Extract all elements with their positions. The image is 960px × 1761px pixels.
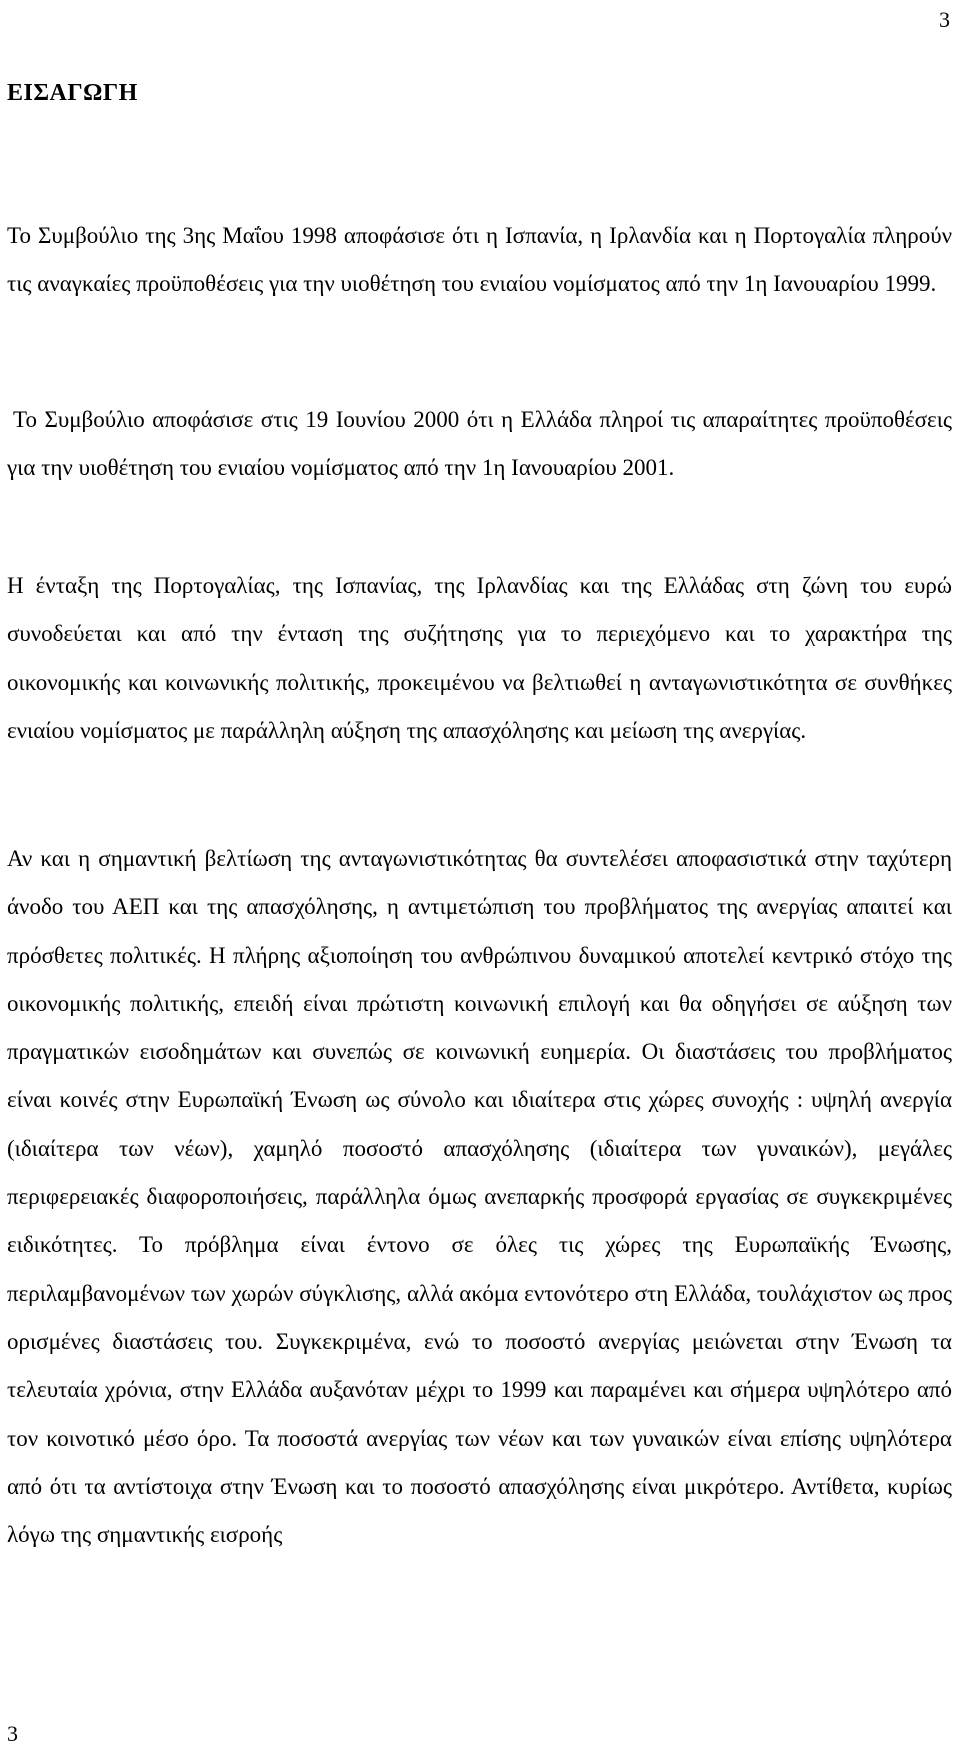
paragraph-1: Το Συμβούλιο της 3ης Μαΐου 1998 αποφάσισε ότι η Ισπανία, η Ιρλανδία και η Πορτογαλία πληρούν τις αναγκαίες προϋποθέσεις για την υιοθέτηση του ενιαίου νομίσματος από την 1η Ιανουαρίου 1999. <box>7 223 952 297</box>
page-number-top: 3 <box>939 7 950 32</box>
section-heading: ΕΙΣΑΓΩΓΗ <box>7 80 138 106</box>
paragraph-2: Το Συμβούλιο αποφάσισε στις 19 Ιουνίου 2000 ότι η Ελλάδα πληροί τις απαραίτητες προϋποθέσεις για την υιοθέτηση του ενιαίου νομίσματος από την 1η Ιανουαρίου 2001. <box>7 407 952 481</box>
paragraph-4: Αν και η σημαντική βελτίωση της ανταγωνιστικότητας θα συντελέσει αποφασιστικά στην ταχύτερη άνοδο του ΑΕΠ και της απασχόλησης, η αντιμετώπιση του προβλήματος της ανεργίας απαιτεί και πρόσθετες πολιτικές. Η πλήρης αξιοποίηση του ανθρώπινου δυναμικού αποτελεί κεντρικό στόχο της οικονομικής πολιτικής, επειδή είναι πρώτιστη κοινωνική επιλογή και θα οδηγήσει σε αύξηση των πραγματικών εισοδημάτων και συνεπώς σε κοινωνική ευημερία. Οι διαστάσεις του προβλήματος είναι κοινές στην Ευρωπαϊκή Ένωση ως σύνολο και ιδιαίτερα στις χώρες συνοχής : υψηλή ανεργία (ιδιαίτερα των νέων), χαμηλό ποσοστό απασχόλησης (ιδιαίτερα των γυναικών), μεγάλες περιφερειακές διαφοροποιήσεις, παράλληλα όμως ανεπαρκής προσφορά εργασίας σε συγκεκριμένες ειδικότητες. Το πρόβλημα είναι έντονο σε όλες τις χώρες της Ευρωπαϊκής Ένωσης, περιλαμβανομένων των χωρών σύγκλισης, αλλά ακόμα εντονότερο στη Ελλάδα, τουλάχιστον ως προς ορισμένες διαστάσεις του. Συγκεκριμένα, ενώ το ποσοστό ανεργίας μειώνεται στην Ένωση τα τελευταία χρόνια, στην Ελλάδα αυξανόταν μέχρι το 1999 και παραμένει και σήμερα υψηλότερο από τον κοινοτικό μέσο όρο. Τα ποσοστά ανεργίας των νέων και των γυναικών είναι επίσης υψηλότερα από ότι τα αντίστοιχα στην Ένωση και το ποσοστό απασχόλησης είναι μικρότερο. Αντίθετα, κυρίως λόγω της σημαντικής εισροής <box>7 846 952 1548</box>
paragraph-3: Η ένταξη της Πορτογαλίας, της Ισπανίας, της Ιρλανδίας και της Ελλάδας στη ζώνη του ευρώ συνοδεύεται και από την ένταση της συζήτησης για το περιεχόμενο και το χαρακτήρα της οικονομικής και κοινωνικής πολιτικής, προκειμένου να βελτιωθεί η ανταγωνιστικότητα σε συνθήκες ενιαίου νομίσματος με παράλληλη αύξηση της απασχόλησης και μείωση της ανεργίας. <box>7 573 952 743</box>
page-number-footer: 3 <box>7 1721 18 1746</box>
